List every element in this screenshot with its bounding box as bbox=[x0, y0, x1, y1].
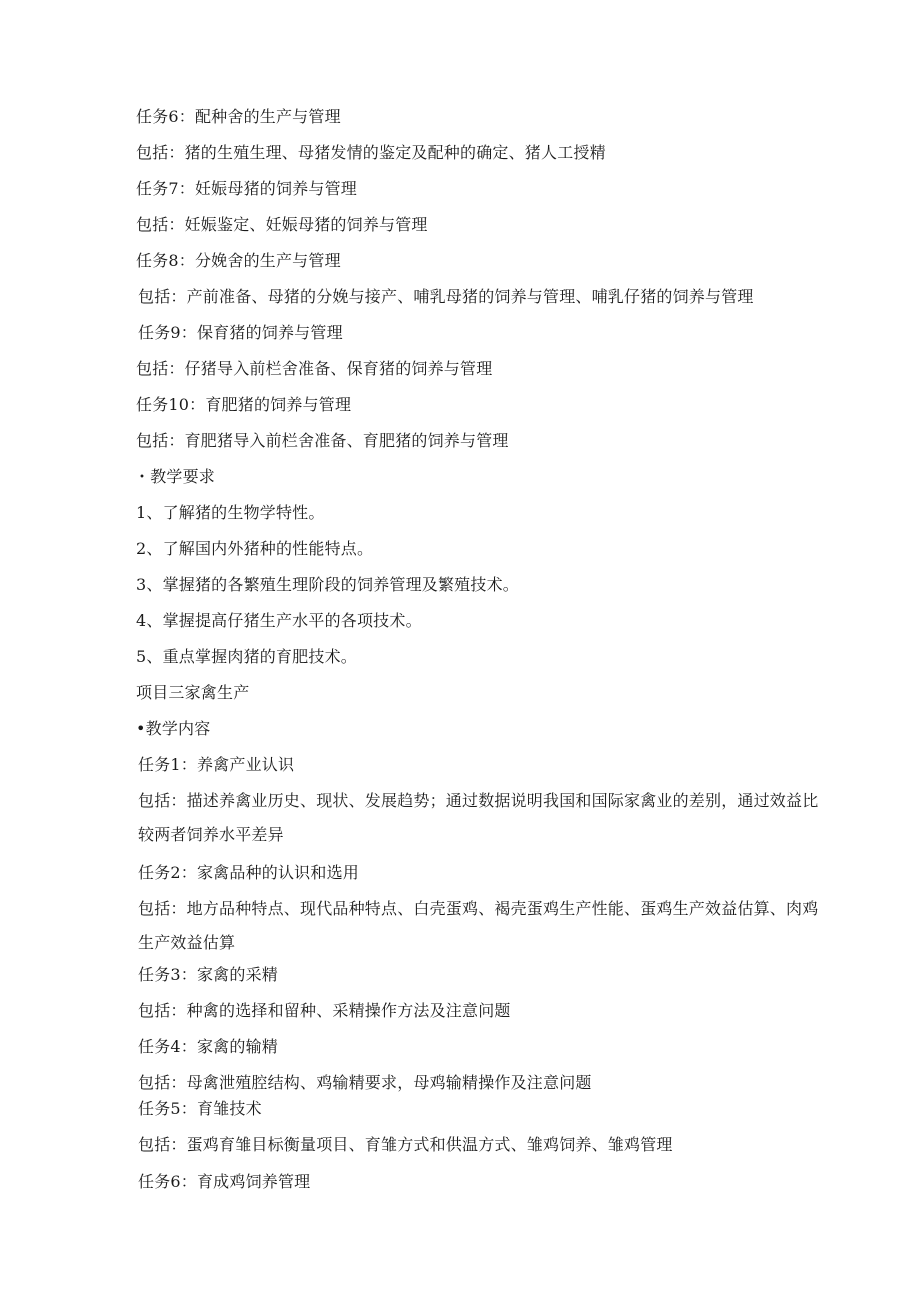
teaching-content-heading: •教学内容 bbox=[136, 719, 211, 738]
task-6-heading: 任务6：配种舍的生产与管理 bbox=[136, 107, 341, 126]
requirement-5: 5、重点掌握肉猪的育肥技术。 bbox=[136, 647, 357, 666]
requirement-2: 2、了解国内外猪种的性能特点。 bbox=[136, 539, 374, 558]
task-7-content: 包括：妊娠鉴定、妊娠母猪的饲养与管理 bbox=[136, 215, 428, 234]
poultry-task-4-heading: 任务4：家禽的输精 bbox=[138, 1037, 278, 1056]
poultry-task-2-content: 包括：地方品种特点、现代品种特点、白壳蛋鸡、褐壳蛋鸡生产性能、蛋鸡生产效益估算、肉鸡生产效益估算 bbox=[138, 899, 819, 952]
task-9-content: 包括：仔猪导入前栏舍准备、保育猪的饲养与管理 bbox=[136, 359, 493, 378]
poultry-task-6-heading: 任务6：育成鸡饲养管理 bbox=[138, 1172, 311, 1191]
task-7-heading: 任务7：妊娠母猪的饲养与管理 bbox=[136, 179, 357, 198]
poultry-task-5-content: 包括：蛋鸡育雏目标衡量项目、育雏方式和供温方式、雏鸡饲养、雏鸡管理 bbox=[138, 1135, 673, 1154]
poultry-task-4-content: 包括：母禽泄殖腔结构、鸡输精要求，母鸡输精操作及注意问题 bbox=[138, 1073, 592, 1092]
requirement-1: 1、了解猪的生物学特性。 bbox=[136, 503, 325, 522]
task-6-content: 包括：猪的生殖生理、母猪发情的鉴定及配种的确定、猪人工授精 bbox=[136, 143, 606, 162]
task-10-content: 包括：育肥猪导入前栏舍准备、育肥猪的饲养与管理 bbox=[136, 431, 509, 450]
requirement-4: 4、掌握提高仔猪生产水平的各项技术。 bbox=[136, 611, 422, 630]
requirement-3: 3、掌握猪的各繁殖生理阶段的饲养管理及繁殖技术。 bbox=[136, 575, 519, 594]
poultry-task-3-heading: 任务3：家禽的采精 bbox=[138, 965, 278, 984]
task-8-heading: 任务8：分娩舍的生产与管理 bbox=[136, 251, 341, 270]
teaching-requirements-heading: ・教学要求 bbox=[134, 467, 216, 486]
poultry-task-3-content: 包括：种禽的选择和留种、采精操作方法及注意问题 bbox=[138, 1001, 511, 1020]
task-8-content: 包括：产前准备、母猪的分娩与接产、哺乳母猪的饲养与管理、哺乳仔猪的饲养与管理 bbox=[138, 287, 754, 306]
project-3-heading: 项目三家禽生产 bbox=[136, 683, 250, 702]
poultry-task-5-heading: 任务5：育雏技术 bbox=[138, 1099, 262, 1118]
poultry-task-2-heading: 任务2：家禽品种的认识和选用 bbox=[138, 863, 359, 882]
task-10-heading: 任务10：育肥猪的饲养与管理 bbox=[136, 395, 352, 414]
task-9-heading: 任务9：保育猪的饲养与管理 bbox=[138, 323, 343, 342]
poultry-task-1-content: 包括：描述养禽业历史、现状、发展趋势；通过数据说明我国和国际家禽业的差别，通过效益比较两者饲养水平差异 bbox=[138, 791, 819, 844]
poultry-task-1-heading: 任务1：养禽产业认识 bbox=[138, 755, 295, 774]
